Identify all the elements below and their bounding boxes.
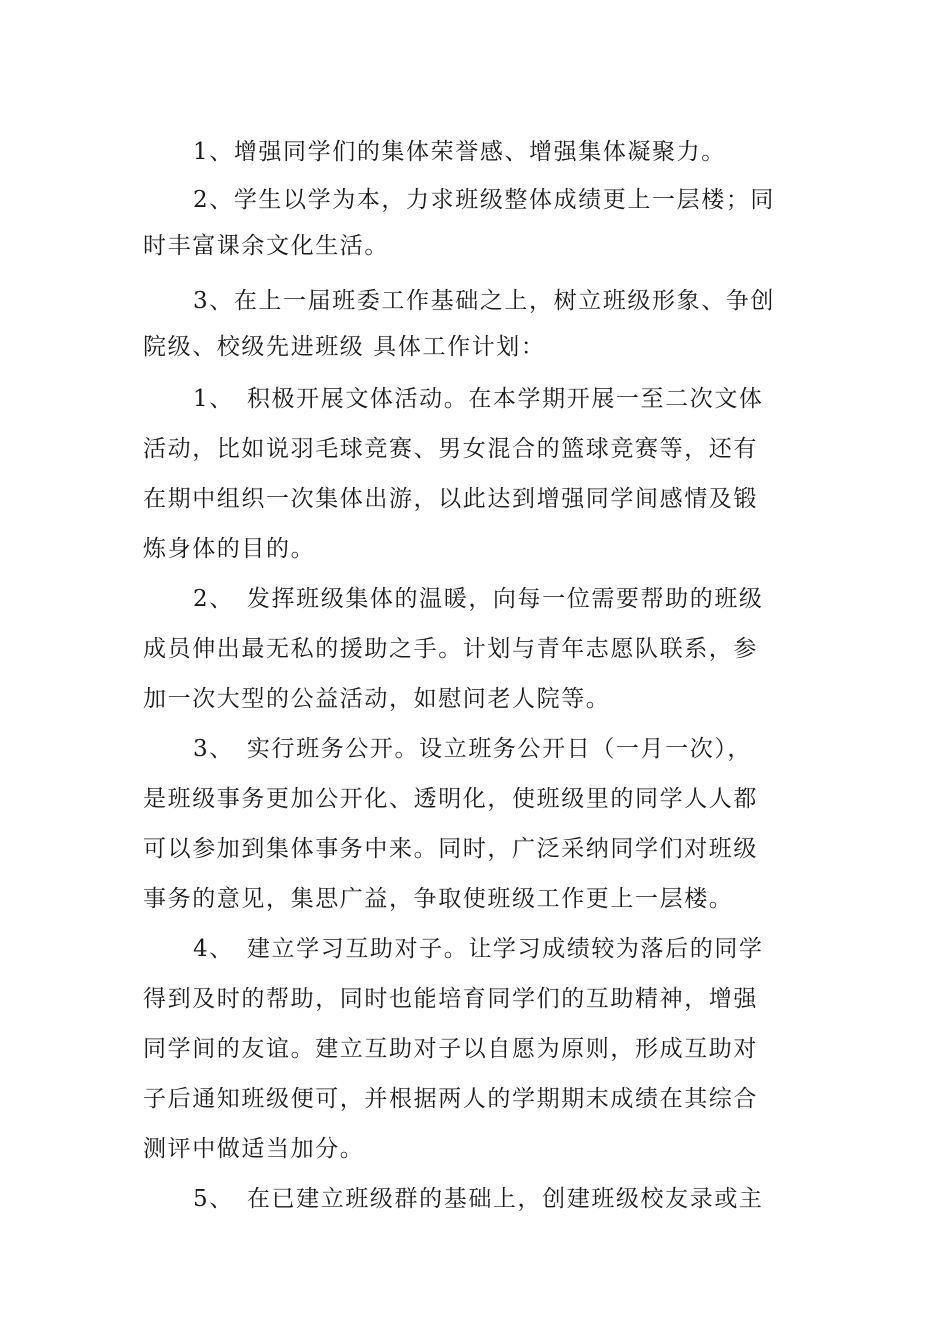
plan-item-2-cont-1: 成员伸出最无私的援助之手。计划与青年志愿队联系，参 [143,636,758,662]
goal-line-3-cont: 院级、校级先进班级 具体工作计划： [143,334,546,360]
plan-item-4-cont-3: 子后通知班级便可，并根据两人的学期期末成绩在其综合 [143,1086,758,1112]
goal-line-1: 1、增强同学们的集体荣誉感、增强集体凝聚力。 [193,139,726,165]
plan-item-2: 2、 发挥班级集体的温暖，向每一位需要帮助的班级 [193,586,764,612]
plan-item-3-cont-2: 可以参加到集体事务中来。同时，广泛采纳同学们对班级 [143,836,758,862]
plan-item-4: 4、 建立学习互助对子。让学习成绩较为落后的同学 [193,936,764,962]
plan-item-2-cont-2: 加一次大型的公益活动，如慰问老人院等。 [143,686,611,712]
goal-line-3: 3、在上一届班委工作基础之上，树立班级形象、争创 [193,288,776,314]
plan-item-1-cont-1: 活动，比如说羽毛球竞赛、男女混合的篮球竞赛等，还有 [143,436,758,462]
plan-item-5: 5、 在已建立班级群的基础上，创建班级校友录或主 [193,1186,764,1212]
plan-item-1-cont-3: 炼身体的目的。 [143,536,316,562]
plan-item-3: 3、 实行班务公开。设立班务公开日（一月一次）， [193,736,753,762]
plan-item-1-cont-2: 在期中组织一次集体出游，以此达到增强同学间感情及锻 [143,486,758,512]
plan-item-4-cont-4: 测评中做适当加分。 [143,1136,365,1162]
plan-item-3-cont-1: 是班级事务更加公开化、透明化，使班级里的同学人人都 [143,786,758,812]
goal-line-2: 2、学生以学为本，力求班级整体成绩更上一层楼；同 [193,187,776,213]
plan-item-1: 1、 积极开展文体活动。在本学期开展一至二次文体 [193,386,764,412]
plan-item-3-cont-3: 事务的意见，集思广益，争取使班级工作更上一层楼。 [143,886,734,912]
goal-line-2-cont: 时丰富课余文化生活。 [143,233,389,259]
plan-item-4-cont-1: 得到及时的帮助，同时也能培育同学们的互助精神，增强 [143,986,758,1012]
plan-item-4-cont-2: 同学间的友谊。建立互助对子以自愿为原则，形成互助对 [143,1036,758,1062]
